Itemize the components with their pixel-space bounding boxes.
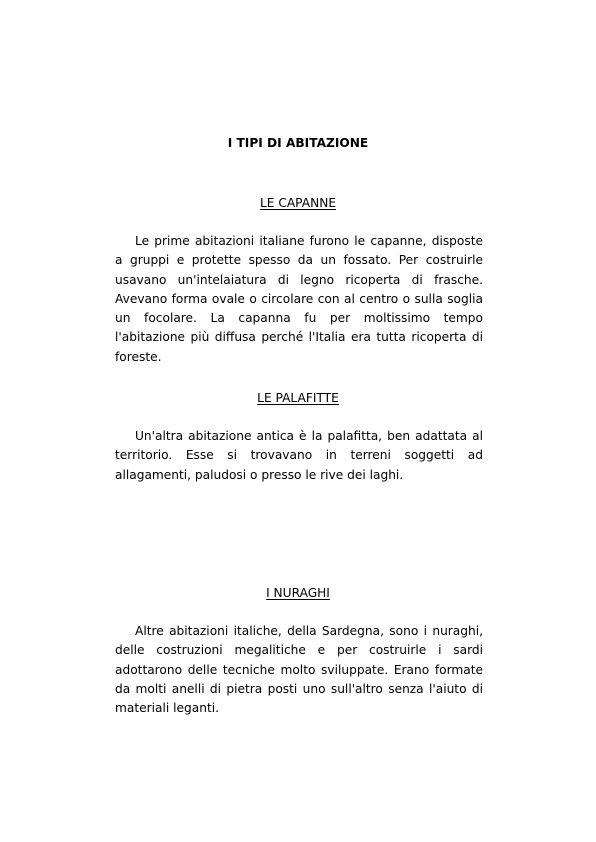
section-paragraph-nuraghi: Altre abitazioni italiche, della Sardegna, sono i nuraghi, delle costruzioni megalitiche e per costruirle i sardi adottarono delle tecniche molto sviluppate. Erano formate da molti anelli di pietra posti uno sull'altro senza l'aiuto di materiali leganti. <box>115 624 483 716</box>
document-title: I TIPI DI ABITAZIONE <box>227 136 369 150</box>
section-heading-capanne: LE CAPANNE <box>259 196 337 210</box>
section-heading-palafitte: LE PALAFITTE <box>257 391 339 405</box>
section-heading-nuraghi: I NURAGHI <box>266 586 330 600</box>
section-paragraph-capanne: Le prime abitazioni italiane furono le capanne, disposte a gruppi e protette spesso da un fossato. Per costruirle usavano un'intelaiatura di legno ricoperta di frasche. Avevano forma ovale o circolare con al centro o sulla soglia un focolare. La capanna fu per moltissimo tempo l'abitazione più diffusa perché l'Italia era tutta ricoperta di foreste. <box>115 234 483 364</box>
section-paragraph-palafitte: Un'altra abitazione antica è la palafitta, ben adattata al territorio. Esse si trovavano in terreni soggetti ad allagamenti, paludosi o presso le rive dei laghi. <box>115 429 483 482</box>
